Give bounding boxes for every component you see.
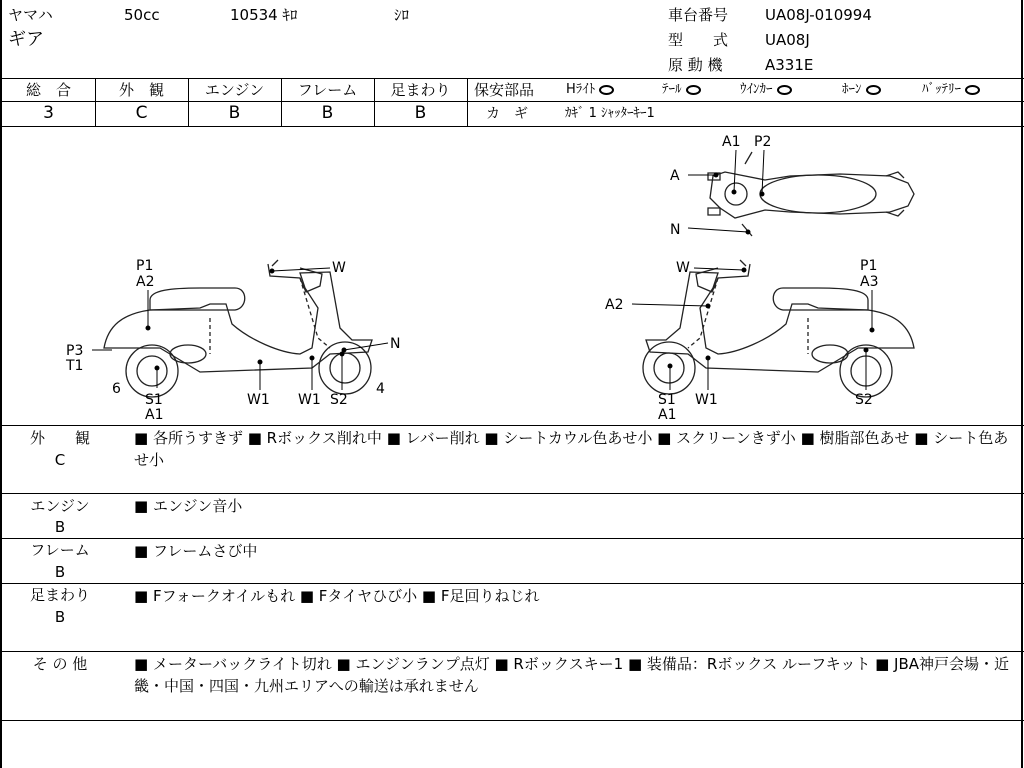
score-value-overall: 3 <box>43 103 54 123</box>
label-left-p3: P3 <box>66 343 84 359</box>
remark-text-frame: ■ フレームさび中 <box>134 542 258 560</box>
engine-label: 原 動 機 <box>668 56 723 74</box>
divider-r2 <box>0 538 1024 539</box>
label-right-a1: A1 <box>658 407 677 423</box>
label-left-4: 4 <box>376 381 385 397</box>
divider-scores-bottom <box>0 126 1024 127</box>
divider-r1 <box>0 493 1024 494</box>
label-right-p1: P1 <box>860 258 878 274</box>
safety-item-label: ｳｲﾝｶｰ <box>740 82 773 97</box>
type-label: 型 式 <box>668 31 729 49</box>
remark-label-other: そ の 他 <box>32 655 88 673</box>
label-top-n: N <box>670 222 681 238</box>
label-left-t1: T1 <box>66 358 84 374</box>
divider-header <box>0 78 1024 79</box>
remark-label-exterior: 外 観 <box>29 429 90 447</box>
label-right-a2: A2 <box>605 297 624 313</box>
score-label-engine: エンジン <box>204 81 265 99</box>
color: ｼﾛ <box>394 6 410 24</box>
score-value-exterior: C <box>135 103 148 123</box>
safety-item-label: ﾊﾞｯﾃﾘｰ <box>922 82 961 97</box>
score-label-exterior: 外 観 <box>118 81 164 99</box>
safety-item-horn <box>842 81 881 99</box>
maker: ヤマハ <box>8 6 53 24</box>
divider-r5 <box>0 720 1024 721</box>
label-top-p2: P2 <box>754 134 772 150</box>
score-label-suspension: 足まわり <box>390 81 451 99</box>
key-label: カ ギ <box>486 106 528 122</box>
label-left-6: 6 <box>112 381 121 397</box>
safety-item-label: ﾎｰﾝ <box>842 82 862 97</box>
label-left-w1a: W1 <box>247 392 270 408</box>
label-left-a1: A1 <box>145 407 164 423</box>
model-name: ギア <box>8 29 44 50</box>
frame-no-label: 車台番号 <box>668 6 729 24</box>
label-left-a2: A2 <box>136 274 155 290</box>
label-left-n: N <box>390 336 401 352</box>
label-left-p1: P1 <box>136 258 154 274</box>
score-value-suspension: B <box>414 103 427 123</box>
ok-circle-icon <box>686 85 701 95</box>
remark-text-other: ■ メーターバックライト切れ ■ エンジンランプ点灯 ■ Rボックスキー1 ■ 装備品：Rボックス ルーフキット ■ JBA神戸会場・近畿・中国・四国・九州エリアへの輸送は承れません <box>134 655 1010 695</box>
ok-circle-icon <box>866 85 881 95</box>
scooter-damage-diagram <box>0 128 1024 425</box>
label-right-w1: W1 <box>695 392 718 408</box>
score-value-frame: B <box>321 103 334 123</box>
remark-grade-frame: B <box>54 563 66 581</box>
score-value-engine: B <box>228 103 241 123</box>
mileage: 10534 ｷﾛ <box>230 6 298 24</box>
safety-item-headlight <box>566 81 614 99</box>
label-right-a3: A3 <box>860 274 879 290</box>
label-left-w1b: W1 <box>298 392 321 408</box>
divider-r3 <box>0 583 1024 584</box>
divider-scores-mid <box>0 101 1024 102</box>
ok-circle-icon <box>777 85 792 95</box>
label-left-w: W <box>332 260 346 276</box>
remark-grade-engine: B <box>54 518 66 536</box>
safety-item-battery <box>922 81 980 99</box>
label-right-s1: S1 <box>658 392 676 408</box>
label-top-a1: A1 <box>722 134 741 150</box>
remark-label-frame: フレーム <box>30 541 90 559</box>
remark-grade-suspension: B <box>54 608 66 626</box>
key-value: ｶｷﾞ 1 ｼｬｯﾀｰｷｰ1 <box>565 106 655 121</box>
safety-title: 保安部品 <box>474 81 535 99</box>
displacement: 50cc <box>124 6 160 24</box>
scooter-top-view <box>708 152 914 236</box>
label-left-s1: S1 <box>145 392 163 408</box>
score-label-frame: フレーム <box>297 81 358 99</box>
safety-item-tail <box>662 81 701 99</box>
label-right-s2: S2 <box>855 392 873 408</box>
remark-text-suspension: ■ Fフォークオイルもれ ■ Fタイヤひび小 ■ F足回りねじれ <box>134 587 540 605</box>
score-label-overall: 総 合 <box>25 81 71 99</box>
remark-grade-exterior: C <box>54 451 66 469</box>
engine-value: A331E <box>765 56 814 74</box>
divider-r4 <box>0 651 1024 652</box>
remark-label-engine: エンジン <box>30 497 90 515</box>
ok-circle-icon <box>599 85 614 95</box>
divider-diagram <box>0 425 1024 426</box>
type-value: UA08J <box>765 31 810 49</box>
safety-item-winker <box>740 81 792 99</box>
score-divider-5 <box>467 78 468 126</box>
ok-circle-icon <box>965 85 980 95</box>
safety-item-label: Hﾗｲﾄ <box>566 82 596 97</box>
safety-item-label: ﾃｰﾙ <box>662 82 682 97</box>
label-top-a: A <box>670 168 680 184</box>
frame-no: UA08J-010994 <box>765 6 872 24</box>
remark-label-suspension: 足まわり <box>29 586 90 604</box>
remark-text-exterior: ■ 各所うすきず ■ Rボックス削れ中 ■ レバー削れ ■ シートカウル色あせ小 ■ スクリーンきず小 ■ 樹脂部色あせ ■ シート色あせ小 <box>134 429 1009 469</box>
label-left-s2: S2 <box>330 392 348 408</box>
label-right-w: W <box>676 260 690 276</box>
remark-text-engine: ■ エンジン音小 <box>134 497 243 515</box>
